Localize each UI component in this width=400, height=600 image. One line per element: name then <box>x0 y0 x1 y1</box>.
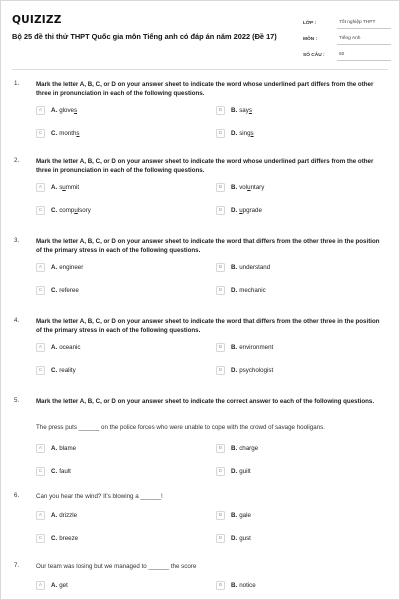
option-text-part: say <box>239 106 249 114</box>
option-text <box>239 184 264 191</box>
option-letter: B. <box>231 444 238 452</box>
option-text-part: environment <box>239 343 274 351</box>
option-text <box>239 264 270 271</box>
answer-option[interactable] <box>216 532 251 544</box>
option-checkbox[interactable]: B <box>216 343 225 352</box>
question-text: Can you hear the wind? It's blowing a ______! <box>36 493 163 500</box>
option-text-part: engineer <box>59 263 84 271</box>
option-text <box>59 367 76 374</box>
option-text <box>59 207 91 214</box>
option-text-part: referee <box>59 286 79 294</box>
header <box>1 1 399 58</box>
meta-info <box>303 13 391 61</box>
option-text-part: guilt <box>239 467 251 475</box>
answer-option[interactable] <box>36 104 77 116</box>
option-letter: C. <box>51 206 58 214</box>
answer-option[interactable] <box>216 261 270 273</box>
option-text <box>239 130 253 137</box>
option-text <box>239 344 273 351</box>
option-text-part: gale <box>239 511 251 519</box>
option-letter: B. <box>231 511 238 519</box>
option-checkbox[interactable]: B <box>216 263 225 272</box>
question-text: Mark the letter A, B, C, or D on your answer sheet to indicate the correct answer to each of the following questions. <box>36 398 375 405</box>
option-text-part: ntary <box>250 183 265 191</box>
option-text <box>239 445 258 452</box>
option-letter: A. <box>51 183 58 191</box>
option-text-part: lsory <box>77 206 91 214</box>
option-text-part: oceanic <box>59 343 81 351</box>
option-checkbox[interactable]: D <box>216 206 225 215</box>
answer-option[interactable] <box>36 181 79 193</box>
answer-option[interactable] <box>216 442 258 454</box>
option-text <box>59 445 76 452</box>
answer-option[interactable] <box>36 509 77 521</box>
option-checkbox[interactable]: C <box>36 129 45 138</box>
answer-option[interactable] <box>36 127 79 139</box>
option-letter: C. <box>51 467 58 475</box>
question-text: Mark the letter A, B, C, or D on your answer sheet to indicate the word whose underlined part differs from the other three in pronunciation in each of the following questions. <box>36 158 374 175</box>
option-text-part: s <box>59 183 63 191</box>
answer-option[interactable] <box>216 204 262 216</box>
option-text-part: pgrade <box>242 206 262 214</box>
option-letter: A. <box>51 106 58 114</box>
option-letter: A. <box>51 581 58 589</box>
option-letter: C. <box>51 534 58 542</box>
option-checkbox[interactable]: A <box>36 581 45 590</box>
option-checkbox[interactable]: A <box>36 183 45 192</box>
option-checkbox[interactable]: D <box>216 366 225 375</box>
option-underlined-part: u <box>239 206 243 214</box>
option-text <box>239 207 262 214</box>
option-text <box>239 535 251 542</box>
question-number: 2. <box>14 157 20 164</box>
option-checkbox[interactable]: C <box>36 534 45 543</box>
answer-option[interactable] <box>36 465 71 477</box>
option-letter: A. <box>51 444 58 452</box>
option-checkbox[interactable]: C <box>36 286 45 295</box>
question-text: Mark the letter A, B, C, or D on your answer sheet to indicate the word whose underlined part differs from the other three in pronunciation in each of the following questions. <box>36 81 374 98</box>
option-text-part: breeze <box>59 534 79 542</box>
option-text-part: reality <box>59 366 76 374</box>
option-text <box>239 582 256 589</box>
option-text <box>59 535 78 542</box>
question-number: 4. <box>14 317 20 324</box>
option-underlined-part: s <box>250 129 254 137</box>
question-number: 5. <box>14 397 20 404</box>
question-sentence: The press puts ______ on the police forces who were unable to cope with the crowd of savage hooligans. <box>36 424 325 431</box>
option-text <box>59 582 68 589</box>
option-text <box>239 468 250 475</box>
option-checkbox[interactable]: B <box>216 183 225 192</box>
question-number: 6. <box>14 492 20 499</box>
option-text <box>59 264 83 271</box>
option-text <box>59 344 80 351</box>
option-letter: D. <box>231 366 238 374</box>
option-text <box>59 512 77 519</box>
option-text-part: charge <box>239 444 259 452</box>
meta-value: Tốt nghiệp THPT <box>337 20 391 29</box>
option-checkbox[interactable]: A <box>36 444 45 453</box>
option-letter: D. <box>231 206 238 214</box>
option-text-part: vol <box>239 183 248 191</box>
option-checkbox[interactable]: B <box>216 106 225 115</box>
option-underlined-part: s <box>248 106 252 114</box>
option-letter: D. <box>231 129 238 137</box>
answer-option[interactable] <box>216 364 273 376</box>
option-checkbox[interactable]: B <box>216 581 225 590</box>
option-text <box>239 107 252 114</box>
answer-option[interactable] <box>36 579 68 591</box>
option-checkbox[interactable]: C <box>36 206 45 215</box>
option-checkbox[interactable]: B <box>216 444 225 453</box>
option-text <box>59 468 71 475</box>
answer-option[interactable] <box>36 341 81 353</box>
option-letter: C. <box>51 129 58 137</box>
option-text-part: drizzle <box>59 511 78 519</box>
option-letter: B. <box>231 263 238 271</box>
option-letter: B. <box>231 183 238 191</box>
option-letter: A. <box>51 511 58 519</box>
answer-option[interactable] <box>36 364 76 376</box>
answer-option[interactable] <box>216 104 252 116</box>
answer-option[interactable] <box>216 181 264 193</box>
answer-option[interactable] <box>36 261 83 273</box>
option-text-part: psychologist <box>239 366 274 374</box>
meta-label: MÔN : <box>303 37 318 42</box>
option-text-part: notice <box>239 581 256 589</box>
option-underlined-part: u <box>62 183 66 191</box>
answer-option[interactable] <box>216 284 266 296</box>
answer-option[interactable] <box>216 341 273 353</box>
answer-option[interactable] <box>36 442 76 454</box>
option-text-part: comp <box>59 206 75 214</box>
option-text-part: gust <box>239 534 251 542</box>
option-checkbox[interactable]: D <box>216 286 225 295</box>
option-checkbox[interactable]: D <box>216 467 225 476</box>
option-text <box>59 130 79 137</box>
meta-label: SỐ CÂU : <box>303 53 325 58</box>
option-letter: B. <box>231 581 238 589</box>
option-text <box>59 287 79 294</box>
option-checkbox[interactable]: A <box>36 106 45 115</box>
option-letter: D. <box>231 286 238 294</box>
option-checkbox[interactable]: D <box>216 129 225 138</box>
option-text-part: month <box>59 129 77 137</box>
meta-value: 50 <box>337 52 391 61</box>
question-text: Our team was losing but we managed to ______ the score <box>36 563 197 570</box>
option-underlined-part: u <box>247 183 251 191</box>
header-divider <box>12 69 388 70</box>
meta-row-class <box>303 13 391 29</box>
question-number: 1. <box>14 80 20 87</box>
option-checkbox[interactable]: A <box>36 263 45 272</box>
option-underlined-part: s <box>73 106 78 114</box>
option-text-part: sing <box>239 129 251 137</box>
option-checkbox[interactable]: D <box>216 534 225 543</box>
question-number: 7. <box>14 562 20 569</box>
option-text-part: glove <box>59 106 74 114</box>
answer-option[interactable] <box>36 284 79 296</box>
quizizz-logo: QUIZIZZ <box>12 14 62 26</box>
answer-option[interactable] <box>216 127 254 139</box>
option-text-part: mmit <box>65 183 80 191</box>
answer-option[interactable] <box>36 204 91 216</box>
option-text <box>239 367 273 374</box>
option-letter: D. <box>231 467 238 475</box>
option-checkbox[interactable]: B <box>216 511 225 520</box>
meta-row-subject <box>303 29 391 45</box>
option-checkbox[interactable]: A <box>36 511 45 520</box>
question-number: 3. <box>14 237 20 244</box>
option-text <box>239 287 265 294</box>
option-text-part: understand <box>239 263 271 271</box>
option-letter: B. <box>231 343 238 351</box>
option-text <box>59 107 77 114</box>
option-text <box>239 512 251 519</box>
option-checkbox[interactable]: A <box>36 343 45 352</box>
option-underlined-part: u <box>74 206 78 214</box>
option-letter: C. <box>51 366 58 374</box>
answer-option[interactable] <box>216 509 251 521</box>
answer-option[interactable] <box>216 465 251 477</box>
meta-label: LỚP : <box>303 21 317 26</box>
option-text-part: fault <box>59 467 71 475</box>
option-checkbox[interactable]: C <box>36 467 45 476</box>
option-text-part: get <box>59 581 68 589</box>
document-title: Bộ 25 đề thi thử THPT Quốc gia môn Tiếng anh có đáp án năm 2022 (Đề 17) <box>12 32 277 41</box>
answer-option[interactable] <box>216 579 256 591</box>
option-text <box>59 184 79 191</box>
option-letter: A. <box>51 263 58 271</box>
option-underlined-part: s <box>76 129 80 137</box>
meta-value: Tiếng Anh <box>337 36 391 45</box>
option-letter: B. <box>231 106 238 114</box>
question-text: Mark the letter A, B, C, or D on your answer sheet to indicate the word that differs from the other three in the position of the primary stress in each of the following questions. <box>36 318 380 335</box>
question-text: Mark the letter A, B, C, or D on your answer sheet to indicate the word that differs from the other three in the position of the primary stress in each of the following questions. <box>36 238 380 255</box>
option-text-part: mechanic <box>239 286 266 294</box>
option-letter: A. <box>51 343 58 351</box>
option-letter: D. <box>231 534 238 542</box>
option-text-part: blame <box>59 444 77 452</box>
option-checkbox[interactable]: C <box>36 366 45 375</box>
meta-row-count <box>303 45 391 61</box>
option-letter: C. <box>51 286 58 294</box>
answer-option[interactable] <box>36 532 78 544</box>
